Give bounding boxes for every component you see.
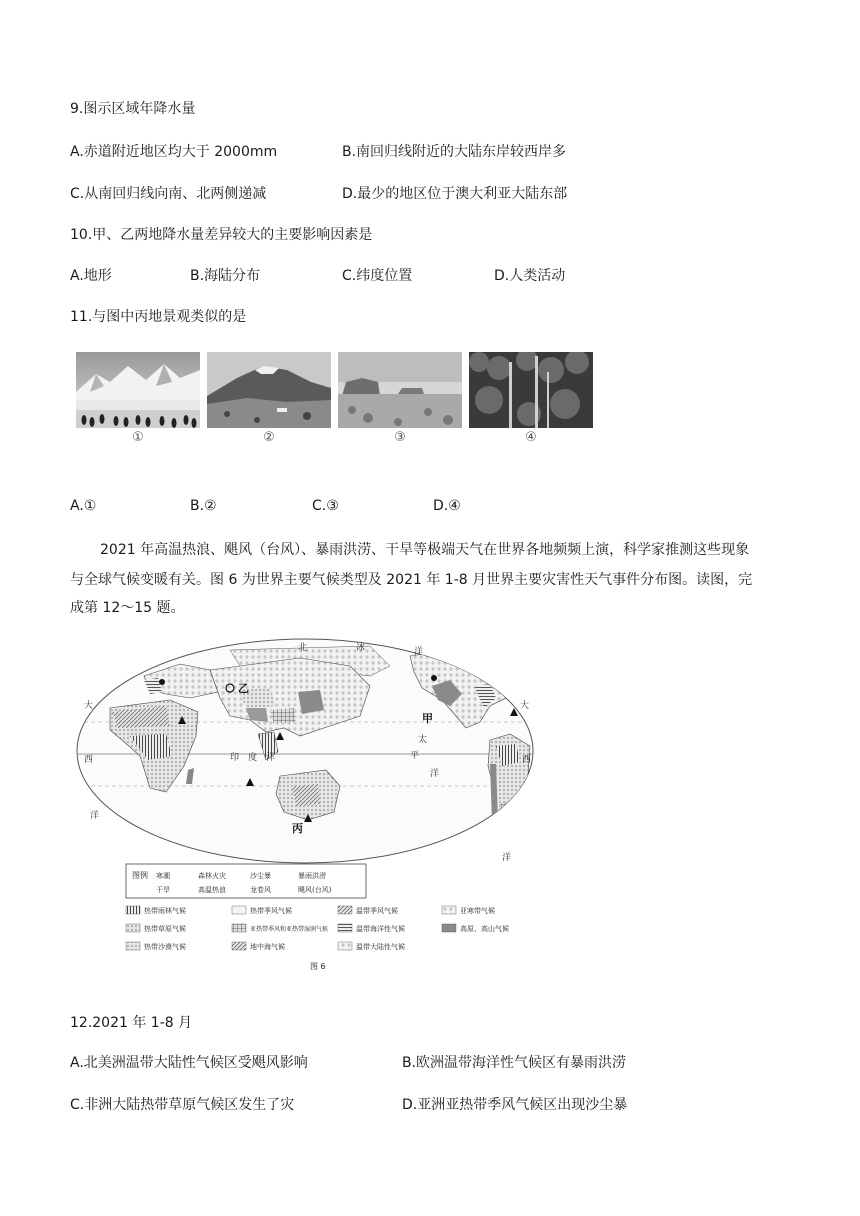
ocean-label-4: 大 bbox=[84, 701, 94, 711]
ocean-label-3: 洋 bbox=[414, 647, 424, 657]
photo-label-3: ③ bbox=[394, 430, 406, 445]
ocean-label-5: 大 bbox=[520, 701, 530, 711]
ocean-label-7: 太 bbox=[418, 735, 428, 745]
place-label-jia: 甲 bbox=[422, 712, 433, 725]
legend-hazard-5: 干旱 bbox=[156, 886, 170, 894]
legend-hazard-4: 暴雨洪涝 bbox=[298, 872, 326, 880]
legend-climate-2: 热带季风气候 bbox=[250, 907, 292, 915]
ocean-label-13: 洋 bbox=[90, 811, 100, 821]
legend-climate-11: 温带大陆性气候 bbox=[356, 943, 405, 951]
place-label-bing: 丙 bbox=[292, 822, 303, 835]
q10-option-b: B.海陆分布 bbox=[190, 268, 261, 284]
q10-option-a: A.地形 bbox=[70, 268, 112, 284]
q12-stem: 12.2021 年 1-8 月 bbox=[70, 1015, 193, 1031]
ocean-label-2: 冰 bbox=[356, 643, 366, 653]
legend-climate-3: 温带季风气候 bbox=[356, 907, 398, 915]
world-climate-map bbox=[70, 636, 540, 976]
figure-caption: 图 6 bbox=[310, 962, 326, 971]
legend-climate-6: 亚热带季风和亚热带湿润气候 bbox=[250, 926, 329, 933]
photo-label-1: ① bbox=[132, 430, 144, 445]
ocean-label-12: 洋 bbox=[266, 753, 276, 763]
photo-label-2: ② bbox=[263, 430, 275, 445]
place-label-yi: 乙 bbox=[238, 682, 249, 695]
ocean-label-15: 西 bbox=[522, 755, 532, 765]
q12-option-d: D.亚洲亚热带季风气候区出现沙尘暴 bbox=[402, 1097, 628, 1113]
q9-option-b: B.南回归线附近的大陆东岸较西岸多 bbox=[342, 144, 567, 160]
q9-option-a: A.赤道附近地区均大于 2000mm bbox=[70, 144, 278, 160]
q11-option-b: B.② bbox=[190, 498, 217, 514]
q11-option-c: C.③ bbox=[312, 498, 339, 514]
landscape-photo-1 bbox=[76, 352, 200, 428]
legend-climate-9: 热带沙漠气候 bbox=[144, 943, 186, 951]
q9-option-c: C.从南回归线向南、北两侧递减 bbox=[70, 186, 267, 202]
legend-hazard-2: 森林火灾 bbox=[198, 872, 226, 880]
legend-hazard-6: 高温热浪 bbox=[198, 886, 226, 894]
q10-stem: 10.甲、乙两地降水量差异较大的主要影响因素是 bbox=[70, 227, 373, 243]
landscape-photo-2 bbox=[207, 352, 331, 428]
ocean-label-8: 平 bbox=[410, 751, 420, 761]
legend-climate-1: 热带雨林气候 bbox=[144, 907, 186, 915]
intro-line-2: 与全球气候变暖有关。图 6 为世界主要气候类型及 2021 年 1-8 月世界主要灾害性天气事件分布图。读图，完 bbox=[70, 572, 753, 588]
ocean-label-10: 印 bbox=[230, 753, 240, 763]
ocean-label-1: 北 bbox=[298, 643, 308, 653]
q11-option-d: D.④ bbox=[433, 498, 461, 514]
legend-climate-7: 温带海洋性气候 bbox=[356, 925, 405, 933]
intro-line-1: 2021 年高温热浪、飓风（台风）、暴雨洪涝、干旱等极端天气在世界各地频频上演，科学家推测这些现象 bbox=[100, 542, 750, 558]
ocean-label-6: 西 bbox=[84, 755, 94, 765]
q11-stem: 11.与图中丙地景观类似的是 bbox=[70, 309, 247, 325]
legend-hazard-7: 龙卷风 bbox=[250, 886, 271, 894]
landscape-photo-4 bbox=[469, 352, 593, 428]
q11-option-a: A.① bbox=[70, 498, 97, 514]
legend-hazard-3: 沙尘暴 bbox=[250, 872, 271, 880]
photo-label-4: ④ bbox=[525, 430, 537, 445]
legend-climate-10: 地中海气候 bbox=[250, 943, 285, 951]
q9-option-d: D.最少的地区位于澳大利亚大陆东部 bbox=[342, 186, 568, 202]
legend-climate-4: 亚寒带气候 bbox=[460, 907, 495, 915]
q12-option-b: B.欧洲温带海洋性气候区有暴雨洪涝 bbox=[402, 1055, 627, 1071]
q12-option-a: A.北美洲温带大陆性气候区受飓风影响 bbox=[70, 1055, 308, 1071]
legend-hazard-8: 飓风(台风) bbox=[298, 886, 332, 894]
legend-climate-5: 热带草原气候 bbox=[144, 925, 186, 933]
legend-climate-8: 高原、高山气候 bbox=[460, 925, 509, 933]
ocean-label-9: 洋 bbox=[430, 769, 440, 779]
intro-line-3: 成第 12～15 题。 bbox=[70, 600, 185, 616]
q10-option-d: D.人类活动 bbox=[494, 268, 566, 284]
ocean-label-11: 度 bbox=[248, 753, 258, 763]
legend-hazard-1: 寒潮 bbox=[156, 872, 170, 880]
q10-option-c: C.纬度位置 bbox=[342, 268, 413, 284]
landscape-photo-3 bbox=[338, 352, 462, 428]
q12-option-c: C.非洲大陆热带草原气候区发生了灾 bbox=[70, 1097, 295, 1113]
ocean-label-14: 洋 bbox=[502, 853, 512, 863]
legend-heading: 图例 bbox=[132, 871, 148, 880]
q9-stem: 9.图示区域年降水量 bbox=[70, 101, 196, 117]
